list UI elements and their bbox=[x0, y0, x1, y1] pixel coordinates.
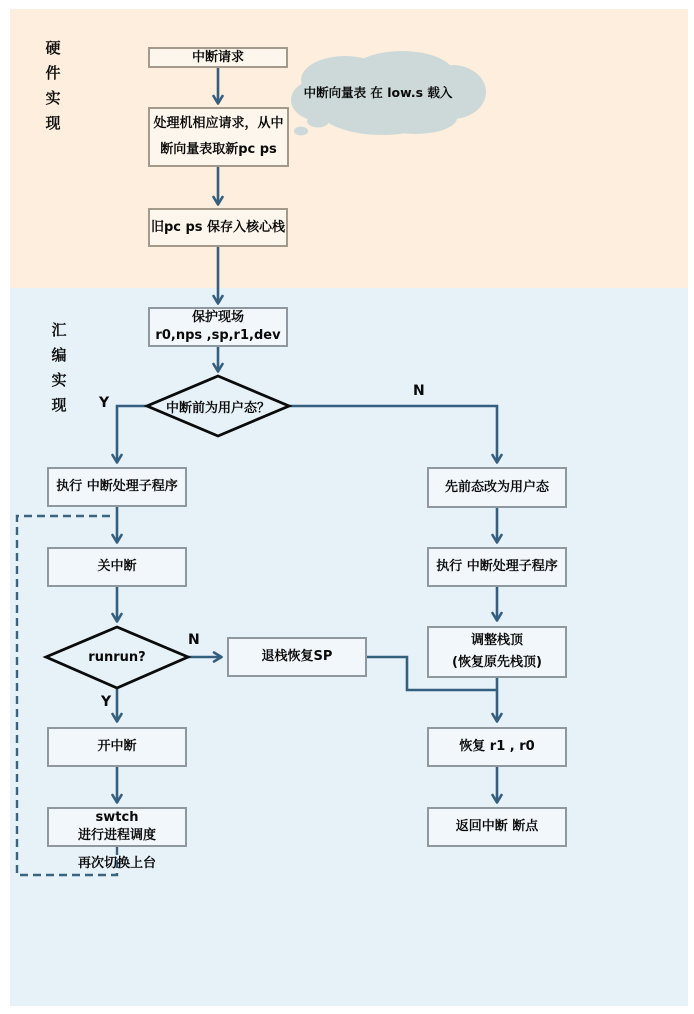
assembly-region-label bbox=[50, 318, 68, 418]
flow-node-exec-isr-right bbox=[427, 547, 567, 587]
flow-node-protect-scene bbox=[148, 307, 288, 347]
user-mode-yes-label: Y bbox=[99, 395, 110, 411]
node-label: 关中断 bbox=[97, 559, 137, 574]
node-label: 先前态改为用户态 bbox=[444, 479, 549, 495]
hardware-label-char: 实 bbox=[45, 89, 61, 107]
user-mode-no-label: N bbox=[413, 383, 425, 399]
node-label: 保护现场 bbox=[191, 310, 244, 325]
cloud-note-text: 中断向量表 在 low.s 载入 bbox=[303, 85, 453, 100]
flow-node-adjust-stack-top bbox=[427, 626, 567, 678]
flow-node-enable-interrupt bbox=[47, 727, 187, 767]
flow-node-swtch bbox=[47, 807, 187, 847]
node-label: 进行进程调度 bbox=[77, 828, 156, 843]
node-label: 处理机相应请求，从中 bbox=[153, 116, 284, 131]
flow-node-pop-restore-sp bbox=[227, 637, 367, 677]
switch-back-note: 再次切换上台 bbox=[77, 856, 156, 871]
assembly-label-char: 实 bbox=[51, 371, 67, 389]
node-label: 开中断 bbox=[97, 739, 137, 754]
flow-node-set-user-mode bbox=[427, 467, 567, 508]
flow-node-return-breakpoint bbox=[427, 807, 567, 847]
hardware-label-char: 现 bbox=[45, 114, 61, 132]
node-label: 中断请求 bbox=[191, 49, 244, 65]
user-mode-decision-label: 中断前为用户态？ bbox=[165, 400, 270, 416]
runrun-decision-label: runrun? bbox=[88, 649, 146, 665]
node-label: 调整栈顶 bbox=[470, 633, 523, 648]
flow-connectors bbox=[117, 68, 497, 802]
assembly-label-char: 编 bbox=[51, 346, 67, 364]
flow-node-interrupt-request bbox=[148, 47, 288, 68]
node-label: 退栈恢复SP bbox=[261, 649, 333, 664]
assembly-label-char: 汇 bbox=[51, 321, 67, 339]
node-label: 断向量表取新pc ps bbox=[160, 142, 277, 157]
node-label: 返回中断 断点 bbox=[455, 819, 539, 834]
flow-node-save-pc-ps bbox=[148, 208, 288, 247]
runrun-yes-label: Y bbox=[101, 694, 112, 710]
node-label: r0,nps ,sp,r1,dev bbox=[155, 328, 281, 343]
hardware-label-char: 硬 bbox=[45, 39, 61, 57]
node-label: 旧pc ps 保存入核心栈 bbox=[150, 219, 286, 235]
flow-node-disable-interrupt bbox=[47, 547, 187, 587]
hardware-label-char: 件 bbox=[45, 64, 61, 82]
node-label: 执行 中断处理子程序 bbox=[436, 559, 558, 574]
node-label: (恢复原先栈顶) bbox=[452, 655, 542, 670]
assembly-label-char: 现 bbox=[51, 396, 67, 414]
node-label: 执行 中断处理子程序 bbox=[56, 479, 178, 494]
runrun-no-label: N bbox=[188, 632, 200, 648]
flow-node-restore-r1-r0 bbox=[427, 727, 567, 767]
node-label: swtch bbox=[95, 810, 139, 825]
node-label: 恢复 r1 , r0 bbox=[459, 739, 535, 754]
flow-node-cpu-respond bbox=[148, 107, 289, 167]
hardware-region-label bbox=[44, 36, 62, 136]
flow-node-exec-isr-left bbox=[47, 467, 187, 507]
